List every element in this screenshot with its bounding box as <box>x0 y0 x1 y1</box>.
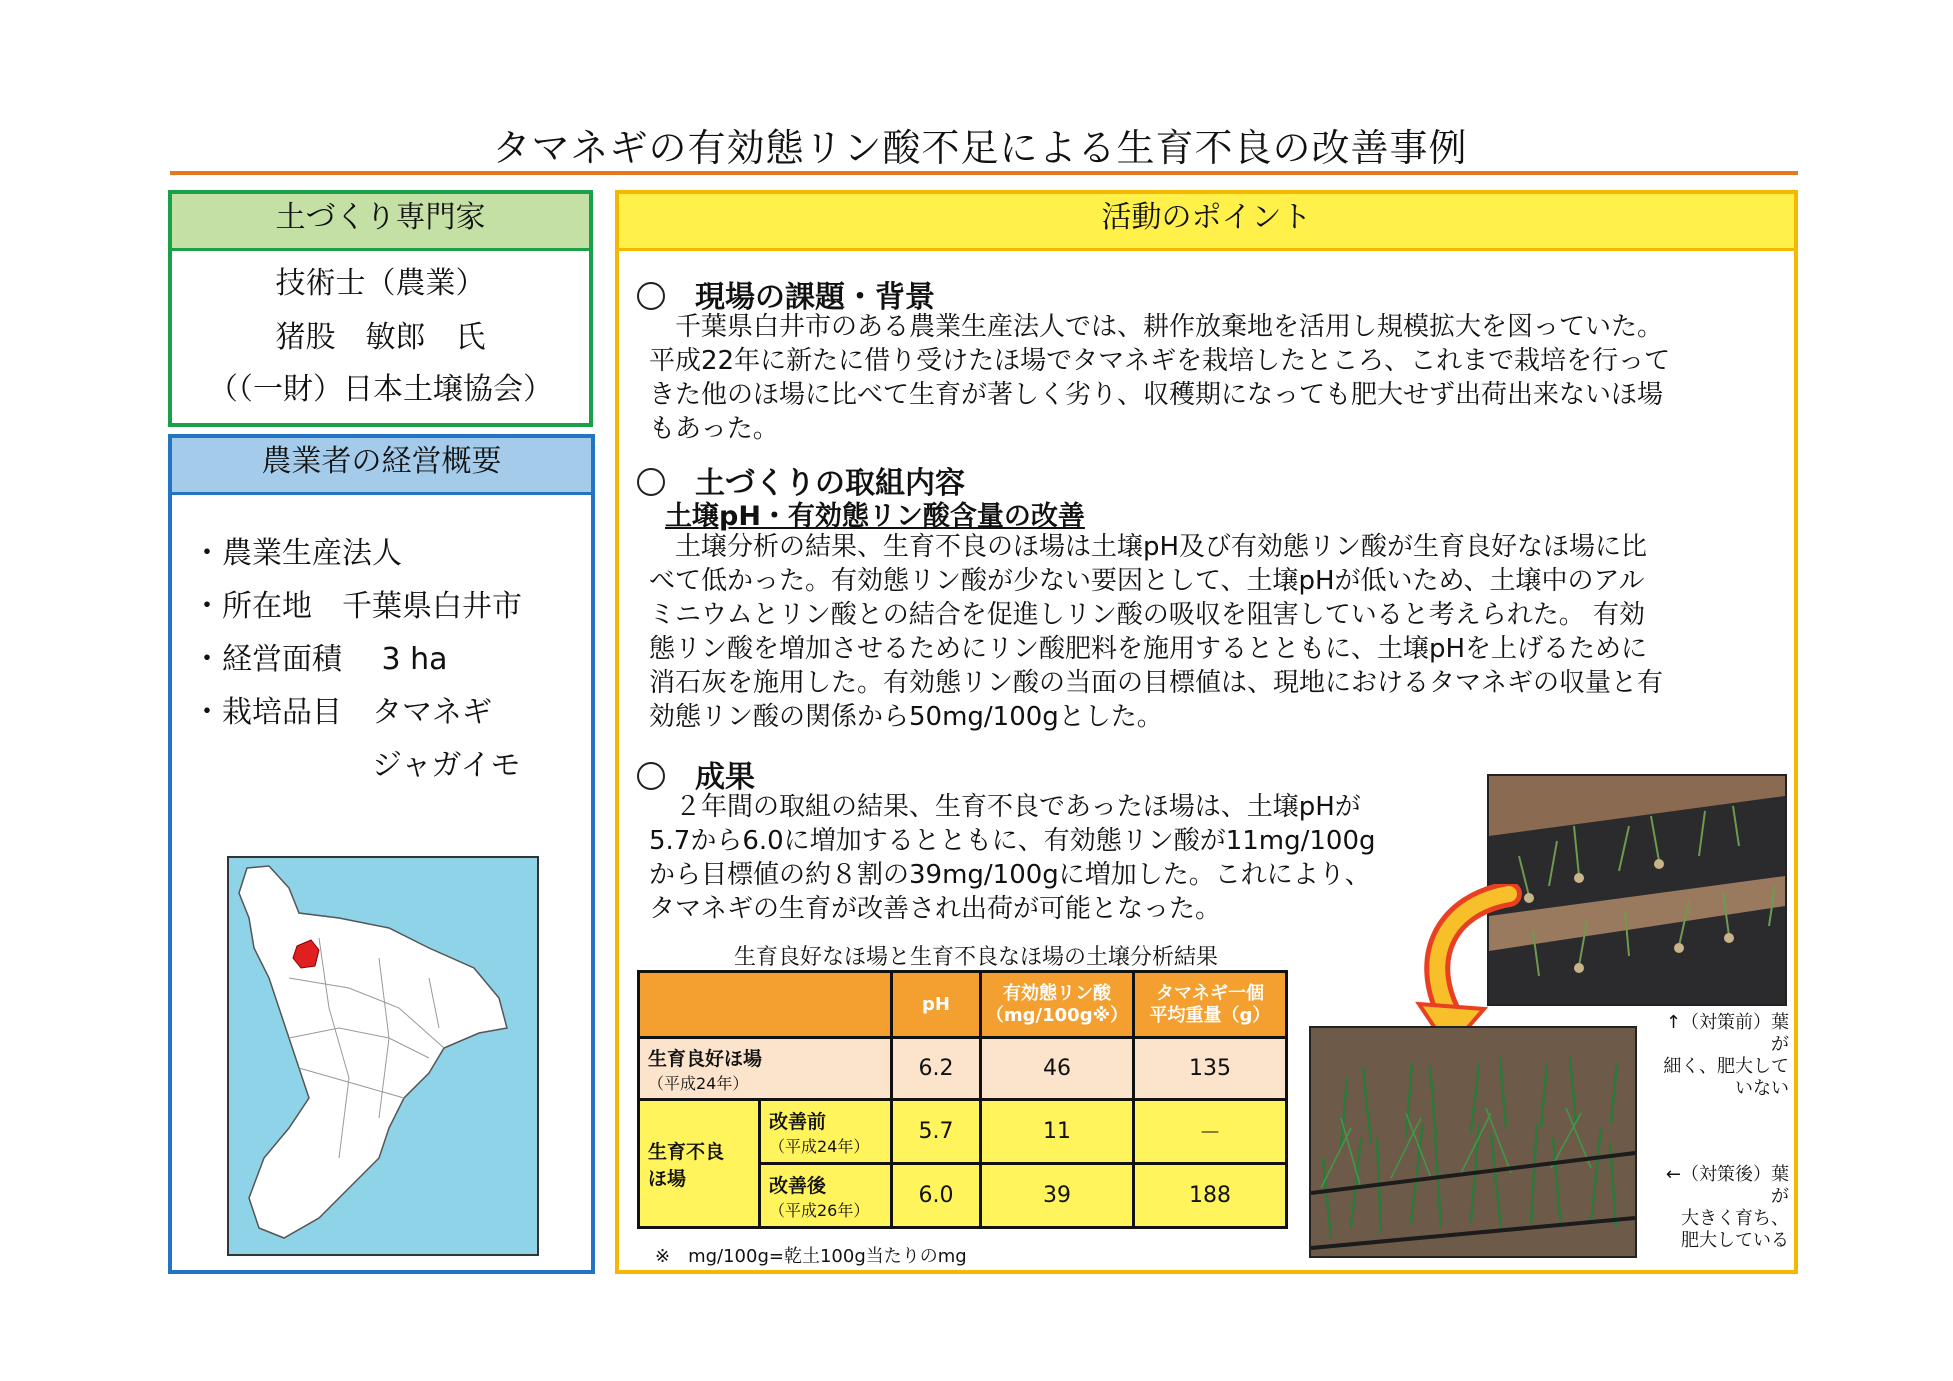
farm-overview-panel <box>168 434 595 1274</box>
table-caption: 生育良好なほ場と生育不良なほ場の土壌分析結果 <box>733 945 1218 970</box>
farm-heading: 農業者の経営概要 <box>172 438 591 495</box>
cell-ph: 6.0 <box>892 1164 981 1228</box>
expert-heading: 土づくり専門家 <box>172 194 589 251</box>
circle-bullet-icon <box>637 468 665 496</box>
table-footnote: ※ mg/100g=乾土100g当たりのmg <box>655 1246 967 1267</box>
page-title: タマネギの有効態リン酸不足による生育不良の改善事例 <box>492 126 1468 170</box>
row-label-poor: 生育不良 ほ場 <box>639 1100 760 1228</box>
section-results-heading: 成果 <box>637 752 755 796</box>
cell-weight: 188 <box>1134 1164 1287 1228</box>
row-label-good: 生育良好ほ場 （平成24年） <box>639 1038 892 1100</box>
table-header-blank <box>639 972 892 1038</box>
row-label-before: 改善前 （平成24年） <box>760 1100 892 1164</box>
caption-after: ←（対策後）葉が 大きく育ち、 肥大している <box>1665 1164 1789 1251</box>
section-measures-heading: 土づくりの取組内容 <box>637 458 965 502</box>
row-label-after: 改善後 （平成26年） <box>760 1164 892 1228</box>
cell-ph: 6.2 <box>892 1038 981 1100</box>
farm-item: ・栽培品目 タマネギ <box>192 695 492 730</box>
table-header-ph: pH <box>892 972 981 1038</box>
section-background-text: 千葉県白井市のある農業生産法人では、耕作放棄地を活用し規模拡大を図っていた。 平成22年に新たに借り受けたほ場でタマネギを栽培したところ、これまで栽培を行って きた他のほ場に比べて生育が著しく劣り、収穫期になっても肥大せず出荷出来ないほ場 もあった。 <box>649 312 1671 444</box>
expert-qualification: 技術士（農業） <box>275 266 486 301</box>
farm-item: ジャガイモ <box>192 748 521 783</box>
circle-bullet-icon <box>637 762 665 790</box>
activity-points-panel <box>615 190 1798 1274</box>
farm-item: ・経営面積 3 ha <box>192 642 448 677</box>
farm-item: ・所在地 千葉県白井市 <box>192 589 522 624</box>
chiba-map <box>227 856 539 1256</box>
cell-phosphate: 11 <box>981 1100 1134 1164</box>
expert-name: 猪股 敏郎 氏 <box>275 320 486 355</box>
expert-panel <box>168 190 593 427</box>
section-measures-subheading: 土壌pH・有効態リン酸含量の改善 <box>665 501 1085 532</box>
farm-item: ・農業生産法人 <box>192 536 402 571</box>
cell-phosphate: 39 <box>981 1164 1134 1228</box>
cell-weight: － <box>1134 1100 1287 1164</box>
activity-heading: 活動のポイント <box>619 194 1794 251</box>
section-background-heading: 現場の課題・背景 <box>637 272 935 316</box>
cell-phosphate: 46 <box>981 1038 1134 1100</box>
cell-weight: 135 <box>1134 1038 1287 1100</box>
section-measures-text: 土壌分析の結果、生育不良のほ場は土壌pH及び有効態リン酸が生育良好なほ場に比 べて低かった。有効態リン酸が少ない要因として、土壌pHが低いため、土壌中のアル ミニウムとリン酸との結合を促進しリン酸の吸収を阻害していると考えられた。 有効 態リン酸を増加させるためにリン酸肥料を施用するとともに、土壌pHを上げるために 消石灰を施用した。有効態リン酸の当面の目標値は、現地におけるタマネギの収量と有 効態リン酸の関係から50mg/100gとした。 <box>649 532 1664 732</box>
table-header-weight: タマネギ一個 平均重量（g） <box>1134 972 1287 1038</box>
table-row <box>639 1038 1287 1100</box>
cell-ph: 5.7 <box>892 1100 981 1164</box>
photo-after <box>1309 1026 1637 1258</box>
caption-before: ↑（対策前）葉が 細く、肥大して いない <box>1663 1012 1789 1099</box>
soil-analysis-table <box>637 970 1288 1229</box>
expert-affiliation: （（一財）日本土壌協会） <box>208 372 553 407</box>
table-row <box>639 1100 1287 1164</box>
title-divider <box>170 171 1798 175</box>
photo-before <box>1487 774 1787 1006</box>
table-header-phosphate: 有効態リン酸 （mg/100g※） <box>981 972 1134 1038</box>
circle-bullet-icon <box>637 282 665 310</box>
section-results-text: ２年間の取組の結果、生育不良であったほ場は、土壌pHが 5.7から6.0に増加するとともに、有効態リン酸が11mg/100g から目標値の約８割の39mg/100gに増加した。これにより、 タマネギの生育が改善され出荷が可能となった。 <box>649 792 1376 924</box>
